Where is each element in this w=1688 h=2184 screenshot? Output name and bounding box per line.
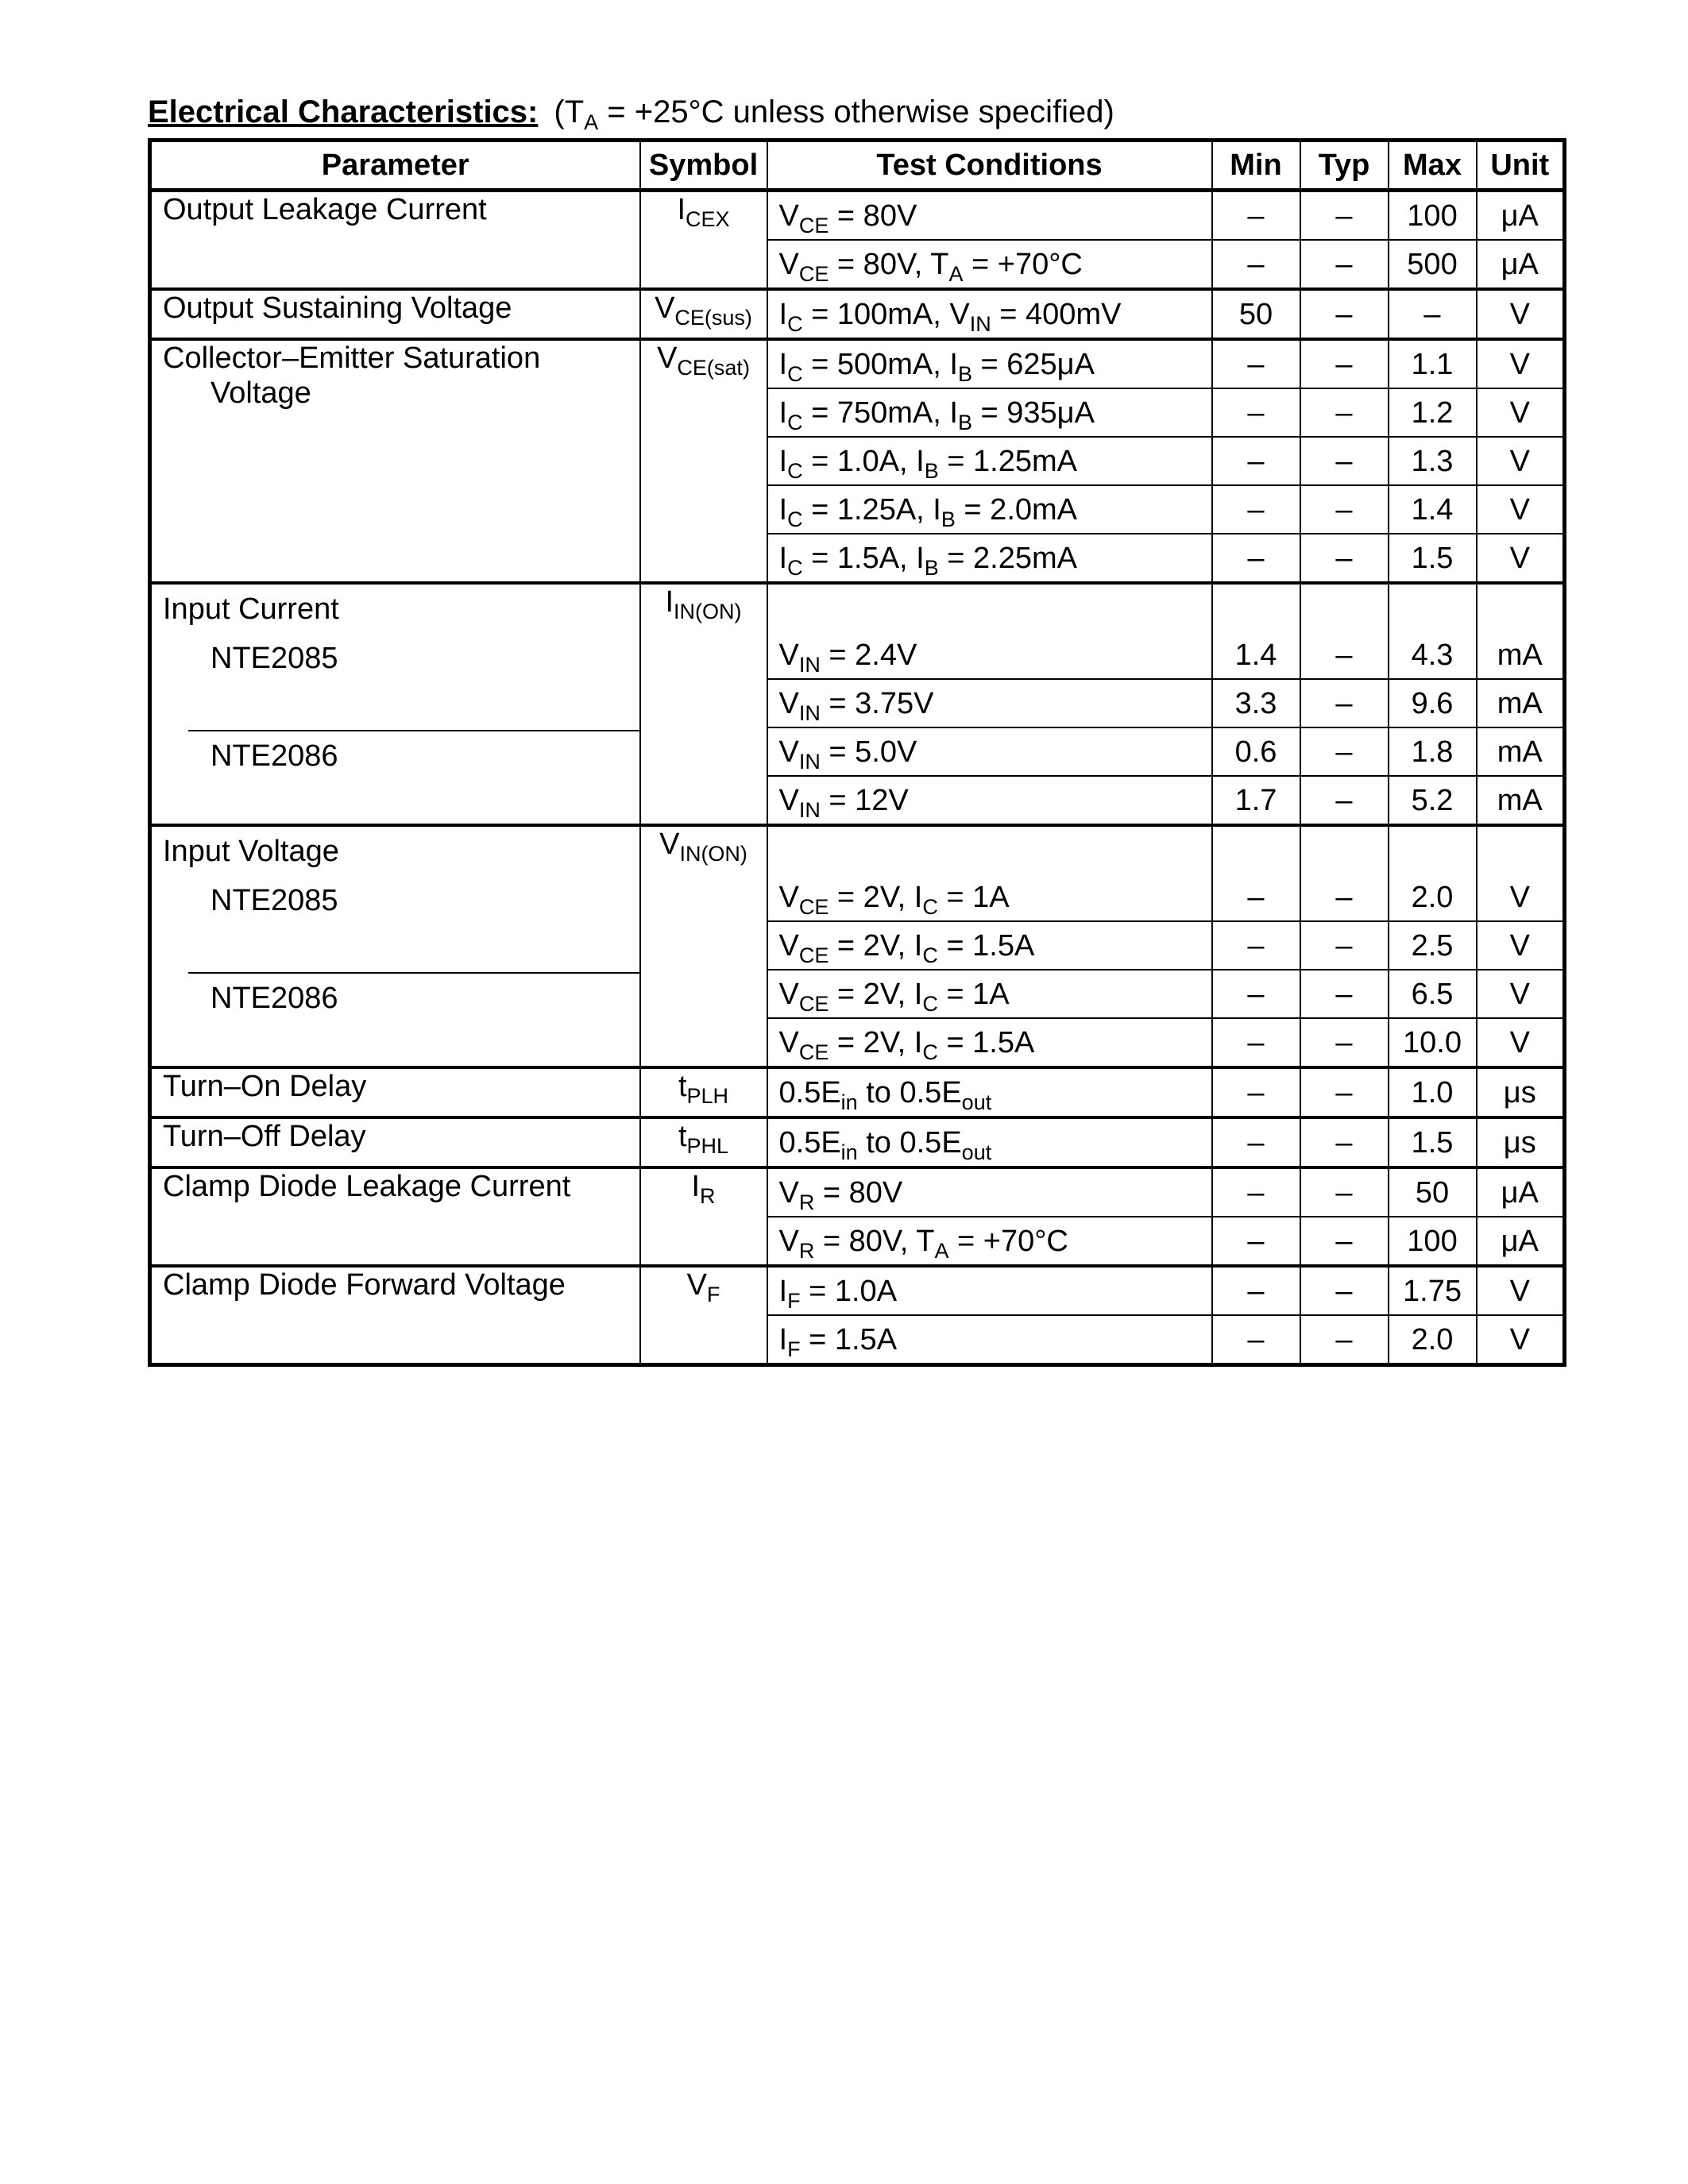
unit-cell: V: [1477, 1315, 1565, 1365]
col-header-max: Max: [1389, 141, 1477, 191]
test-condition-cell: $V_{CE} = 80V$: [767, 191, 1212, 241]
max-cell: 1.4: [1389, 485, 1477, 534]
typ-cell: –: [1300, 485, 1389, 534]
min-cell: –: [1212, 970, 1300, 1018]
blank-cell: [1477, 583, 1565, 631]
unit-cell: μs: [1477, 1117, 1565, 1167]
typ-cell: –: [1300, 631, 1389, 679]
typ-cell: –: [1300, 289, 1389, 339]
min-cell: –: [1212, 1167, 1300, 1217]
typ-cell: –: [1300, 1266, 1389, 1315]
unit-cell: μA: [1477, 191, 1565, 241]
unit-cell: mA: [1477, 631, 1565, 679]
min-cell: –: [1212, 1217, 1300, 1266]
symbol-cell-leak: $I_{CEX}$: [640, 191, 767, 290]
min-cell: –: [1212, 534, 1300, 583]
param-label: Input Voltage: [163, 835, 339, 868]
symbol-cell-iin: $I_{IN(ON)}$: [640, 583, 767, 825]
max-cell: 1.3: [1389, 437, 1477, 485]
test-condition-cell: $I_C = 500mA$, $I_B = 625\mu A$: [767, 339, 1212, 388]
test-condition-cell: $0.5E_{in}$ to $0.5E_{out}$: [767, 1067, 1212, 1117]
col-header-test-conditions: Test Conditions: [767, 141, 1212, 191]
symbol-cell-ir: $I_R$: [640, 1167, 767, 1266]
min-cell: 1.7: [1212, 776, 1300, 825]
unit-cell: V: [1477, 388, 1565, 437]
unit-cell: V: [1477, 339, 1565, 388]
test-condition-cell: $V_R = 80V$, $T_A = +70^\circ C$: [767, 1217, 1212, 1266]
max-cell: 1.75: [1389, 1266, 1477, 1315]
unit-cell: mA: [1477, 727, 1565, 776]
blank-cell: [1389, 583, 1477, 631]
min-cell: –: [1212, 1018, 1300, 1067]
table-row: [150, 339, 1565, 388]
param-cell-leak: [150, 191, 640, 290]
table-row: [150, 289, 1565, 339]
max-cell: 4.3: [1389, 631, 1477, 679]
test-condition-cell: $I_C = 1.5A$, $I_B = 2.25mA$: [767, 534, 1212, 583]
param-label: Collector–Emitter Saturation: [163, 341, 541, 375]
param-label: Clamp Diode Forward Voltage: [163, 1268, 566, 1302]
max-cell: 1.5: [1389, 534, 1477, 583]
typ-cell: –: [1300, 1167, 1389, 1217]
test-condition-cell: $I_C = 100mA$, $V_{IN} = 400mV$: [767, 289, 1212, 339]
blank-cell: [1212, 825, 1300, 874]
min-cell: –: [1212, 921, 1300, 970]
min-cell: –: [1212, 1315, 1300, 1365]
test-condition-cell: $V_{CE} = 2V$, $I_C = 1.5A$: [767, 1018, 1212, 1067]
param-cell-ton: [150, 1067, 640, 1117]
col-header-min: Min: [1212, 141, 1300, 191]
param-label: Output Leakage Current: [163, 193, 487, 226]
max-cell: 1.5: [1389, 1117, 1477, 1167]
min-cell: –: [1212, 191, 1300, 241]
table-row: [150, 583, 1565, 631]
max-cell: 2.0: [1389, 1315, 1477, 1365]
blank-cell: [767, 825, 1212, 874]
typ-cell: –: [1300, 727, 1389, 776]
test-condition-cell: $V_{IN} = 5.0V$: [767, 727, 1212, 776]
max-cell: –: [1389, 289, 1477, 339]
min-cell: –: [1212, 485, 1300, 534]
param-label-cont: Voltage: [211, 376, 311, 410]
blank-cell: [1212, 583, 1300, 631]
test-condition-cell: $0.5E_{in}$ to $0.5E_{out}$: [767, 1117, 1212, 1167]
symbol-cell-vin: $V_{IN(ON)}$: [640, 825, 767, 1067]
unit-cell: V: [1477, 921, 1565, 970]
min-cell: 1.4: [1212, 631, 1300, 679]
max-cell: 1.1: [1389, 339, 1477, 388]
param-cell-vf: [150, 1266, 640, 1365]
blank-cell: [767, 583, 1212, 631]
max-cell: 2.5: [1389, 921, 1477, 970]
col-header-parameter: Parameter: [150, 141, 640, 191]
table-row: [150, 1266, 1565, 1315]
typ-cell: –: [1300, 776, 1389, 825]
max-cell: 2.0: [1389, 874, 1477, 921]
min-cell: –: [1212, 437, 1300, 485]
unit-cell: μs: [1477, 1067, 1565, 1117]
max-cell: 500: [1389, 240, 1477, 289]
typ-cell: –: [1300, 1018, 1389, 1067]
max-cell: 100: [1389, 1217, 1477, 1266]
unit-cell: μA: [1477, 1217, 1565, 1266]
param-sublabel: NTE2085: [211, 884, 338, 917]
blank-cell: [1477, 825, 1565, 874]
param-cell-vin: [150, 825, 640, 1067]
unit-cell: μA: [1477, 1167, 1565, 1217]
min-cell: 0.6: [1212, 727, 1300, 776]
test-condition-cell: $I_C = 1.0A$, $I_B = 1.25mA$: [767, 437, 1212, 485]
unit-cell: V: [1477, 874, 1565, 921]
typ-cell: –: [1300, 534, 1389, 583]
unit-cell: V: [1477, 534, 1565, 583]
unit-cell: mA: [1477, 679, 1565, 727]
min-cell: –: [1212, 339, 1300, 388]
typ-cell: –: [1300, 679, 1389, 727]
symbol-cell-sus: $V_{CE(sus)}$: [640, 289, 767, 339]
typ-cell: –: [1300, 1217, 1389, 1266]
max-cell: 9.6: [1389, 679, 1477, 727]
unit-cell: μA: [1477, 240, 1565, 289]
max-cell: 1.0: [1389, 1067, 1477, 1117]
min-cell: –: [1212, 1117, 1300, 1167]
param-sublabel: NTE2086: [211, 982, 338, 1015]
param-label: Output Sustaining Voltage: [163, 291, 512, 325]
blank-cell: [1300, 583, 1389, 631]
blank-cell: [1300, 825, 1389, 874]
param-label: Turn–Off Delay: [163, 1120, 366, 1153]
test-condition-cell: $V_{IN} = 2.4V$: [767, 631, 1212, 679]
typ-cell: –: [1300, 240, 1389, 289]
unit-cell: V: [1477, 1018, 1565, 1067]
typ-cell: –: [1300, 921, 1389, 970]
section-heading: [148, 92, 1114, 132]
param-label: Turn–On Delay: [163, 1070, 367, 1103]
header-row: [150, 141, 1565, 191]
test-condition-cell: $V_{IN} = 3.75V$: [767, 679, 1212, 727]
heading-title: Electrical Characteristics:: [148, 95, 539, 129]
symbol-cell-vf: $V_F$: [640, 1266, 767, 1365]
table-row: [150, 1167, 1565, 1217]
typ-cell: –: [1300, 874, 1389, 921]
heading-condition: ($T_A = +25^\circ C$ unless otherwise specified): [554, 95, 1114, 134]
test-condition-cell: $V_{CE} = 2V$, $I_C = 1A$: [767, 874, 1212, 921]
param-label: Clamp Diode Leakage Current: [163, 1170, 571, 1203]
max-cell: 6.5: [1389, 970, 1477, 1018]
unit-cell: V: [1477, 1266, 1565, 1315]
typ-cell: –: [1300, 1117, 1389, 1167]
min-cell: –: [1212, 388, 1300, 437]
test-condition-cell: $V_{CE} = 2V$, $I_C = 1A$: [767, 970, 1212, 1018]
typ-cell: –: [1300, 388, 1389, 437]
param-sublabel: NTE2085: [211, 642, 338, 675]
symbol-cell-ton: $t_{PLH}$: [640, 1067, 767, 1117]
test-condition-cell: $V_{CE} = 80V$, $T_A = +70^\circ C$: [767, 240, 1212, 289]
unit-cell: V: [1477, 970, 1565, 1018]
param-cell-sus: [150, 289, 640, 339]
symbol-cell-sat: $V_{CE(sat)}$: [640, 339, 767, 583]
max-cell: 50: [1389, 1167, 1477, 1217]
param-cell-iin: [150, 583, 640, 825]
max-cell: 1.8: [1389, 727, 1477, 776]
test-condition-cell: $V_R = 80V$: [767, 1167, 1212, 1217]
test-condition-cell: $I_C = 750mA$, $I_B = 935\mu A$: [767, 388, 1212, 437]
param-cell-toff: [150, 1117, 640, 1167]
param-cell-sat: [150, 339, 640, 583]
unit-cell: V: [1477, 485, 1565, 534]
max-cell: 5.2: [1389, 776, 1477, 825]
typ-cell: –: [1300, 191, 1389, 241]
param-sublabel: NTE2086: [211, 739, 338, 773]
typ-cell: –: [1300, 339, 1389, 388]
typ-cell: –: [1300, 1067, 1389, 1117]
electrical-characteristics-table: [148, 138, 1566, 1367]
table-row: [150, 1067, 1565, 1117]
test-condition-cell: $I_F = 1.0A$: [767, 1266, 1212, 1315]
table-row: [150, 1117, 1565, 1167]
min-cell: –: [1212, 874, 1300, 921]
table-row: [150, 191, 1565, 241]
col-header-symbol: Symbol: [640, 141, 767, 191]
test-condition-cell: $I_C = 1.25A$, $I_B = 2.0mA$: [767, 485, 1212, 534]
table-row: [150, 825, 1565, 874]
min-cell: –: [1212, 240, 1300, 289]
col-header-unit: Unit: [1477, 141, 1565, 191]
param-cell-ir: [150, 1167, 640, 1266]
min-cell: –: [1212, 1266, 1300, 1315]
min-cell: 3.3: [1212, 679, 1300, 727]
max-cell: 10.0: [1389, 1018, 1477, 1067]
col-header-typ: Typ: [1300, 141, 1389, 191]
max-cell: 1.2: [1389, 388, 1477, 437]
typ-cell: –: [1300, 1315, 1389, 1365]
unit-cell: V: [1477, 289, 1565, 339]
param-label: Input Current: [163, 592, 339, 626]
typ-cell: –: [1300, 437, 1389, 485]
unit-cell: V: [1477, 437, 1565, 485]
blank-cell: [1389, 825, 1477, 874]
typ-cell: –: [1300, 970, 1389, 1018]
test-condition-cell: $V_{CE} = 2V$, $I_C = 1.5A$: [767, 921, 1212, 970]
min-cell: –: [1212, 1067, 1300, 1117]
symbol-cell-toff: $t_{PHL}$: [640, 1117, 767, 1167]
min-cell: 50: [1212, 289, 1300, 339]
test-condition-cell: $V_{IN} = 12V$: [767, 776, 1212, 825]
test-condition-cell: $I_F = 1.5A$: [767, 1315, 1212, 1365]
max-cell: 100: [1389, 191, 1477, 241]
unit-cell: mA: [1477, 776, 1565, 825]
